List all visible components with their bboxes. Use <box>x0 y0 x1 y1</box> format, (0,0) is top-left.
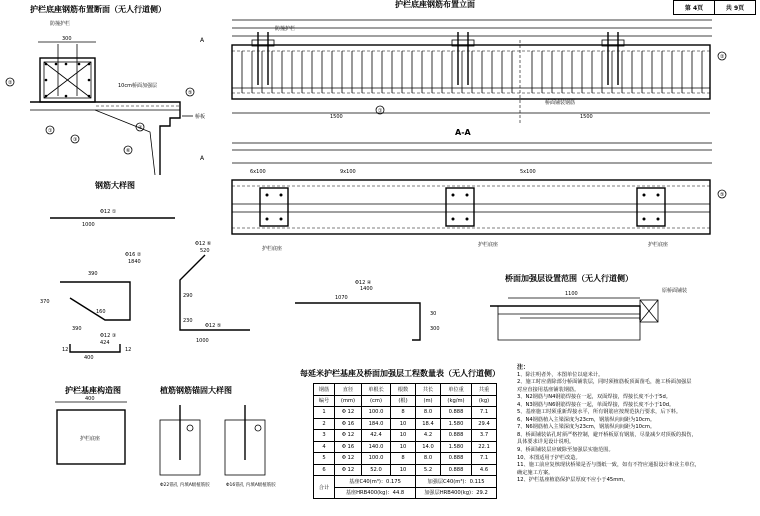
dim-230: 230 <box>183 318 193 324</box>
dim-390a: 390 <box>88 271 98 277</box>
rebar-2-len: 1840 <box>128 259 141 265</box>
note-line: 5、基座施工时须重新焊接水平，所有钢筋应按规范执行要求，后下料。 <box>517 409 682 416</box>
note-line: 3、N2钢筋与N4钢筋焊接在一起，双面焊接，焊接长度不小于5d。 <box>517 394 671 401</box>
page-total: 共 9页 <box>715 1 756 15</box>
label-guardrail: 防撞护栏 <box>50 21 71 27</box>
svg-text:⑤: ⑤ <box>720 192 725 198</box>
label-a-top: A <box>200 37 205 44</box>
note-line: 4、N3钢筋与N6钢筋焊接在一起，单面焊接，焊接长度不小于10d。 <box>517 401 675 408</box>
rebar-3-spec: Φ12 ③ <box>100 333 117 339</box>
note-line: 对应直接用基座铺装钢筋。 <box>517 386 580 393</box>
label-deck-rebar: 桥面铺装钢筋 <box>545 100 576 106</box>
dim-160: 160 <box>96 309 106 315</box>
note-line: 2、施工时应凿除部分桥面铺装层，同时须植筋板顶面凿毛，施工桥面加强层 <box>517 379 692 386</box>
base-inner-label: 护栏底座 <box>80 436 101 442</box>
svg-text:①: ① <box>378 108 383 114</box>
dim-400b: 400 <box>84 355 94 361</box>
elev-dim-1500a: 1500 <box>330 114 343 120</box>
rebar-5-len: 1000 <box>196 338 209 344</box>
base-dim-400: 400 <box>85 396 95 402</box>
note-line: 12、护栏基座植筋保护层厚度不应小于45mm。 <box>517 477 629 484</box>
svg-text:④: ④ <box>138 125 143 131</box>
section-view <box>6 20 205 175</box>
table-header-row: 钢筋 直径 单根长 根数 共长 单位重 共重 <box>314 384 497 396</box>
rebar-6-spec: Φ12 ⑥ <box>195 241 212 247</box>
dim-1070: 1070 <box>335 295 348 301</box>
svg-text:①: ① <box>48 128 53 134</box>
dim-300b: 300 <box>430 326 440 332</box>
elev-dim-1500b: 1500 <box>580 114 593 120</box>
anchor-detail <box>160 405 276 488</box>
note-line: 1、除注明者外，本图单位以毫米计。 <box>517 371 604 378</box>
title-elevation: 护栏底座钢筋布置立面 <box>395 0 475 9</box>
elevation-rebar-ticks <box>242 51 702 93</box>
note-line: 8、桥面铺装钻孔时须严格控制，避开桥板原有钢筋，尽量减少对顶板的损伤， <box>517 431 697 438</box>
table-row: 3 Φ 12 42.4 10 4.2 0.888 3.7 <box>314 430 497 442</box>
base-detail <box>55 396 127 464</box>
rebar-1-spec: Φ12 ① <box>100 209 117 215</box>
table-row: 2 Φ 16 184.0 10 18.4 1.580 29.4 <box>314 418 497 430</box>
label-deck-layer: 10cm桥面加强层 <box>118 83 157 89</box>
page-current: 第 4页 <box>674 1 715 15</box>
svg-text:⑤: ⑤ <box>188 90 193 96</box>
table-row: 4 Φ 16 140.0 10 14.0 1.580 22.1 <box>314 441 497 453</box>
label-elev-guardrail: 防撞护栏 <box>275 26 296 32</box>
rebar-4-spec: Φ12 ④ <box>355 280 372 286</box>
table-row: 5 Φ 12 100.0 8 8.0 0.888 7.1 <box>314 453 497 465</box>
rebar-1-len: 1000 <box>82 222 95 228</box>
aa-base-1: 护栏底座 <box>262 246 283 252</box>
label-a-aa: A <box>200 155 205 162</box>
elevation-view <box>200 20 726 125</box>
rebar-3-len: 424 <box>100 340 110 346</box>
aa-spacing-c: 5x100 <box>520 169 536 175</box>
svg-text:②: ② <box>8 80 13 86</box>
svg-text:③: ③ <box>73 137 78 143</box>
title-aa: A-A <box>455 128 471 137</box>
label-300: 300 <box>62 36 72 42</box>
aa-view <box>200 143 726 252</box>
dim-12b: 12 <box>125 347 132 353</box>
dim-12a: 12 <box>62 347 69 353</box>
note-line: 具体要求详见设计说明。 <box>517 439 575 446</box>
title-deck-layer: 桥面加强层设置范围（无人行道侧） <box>505 274 633 283</box>
note-line: 11、施工前应复核现状桥梁是否与图纸一致，如有不符应通报设计和业主单位， <box>517 462 700 469</box>
rebar-2-spec: Φ16 ② <box>125 252 142 258</box>
note-line: 确定施工方案。 <box>517 469 554 476</box>
label-deck-plate: 桥板 <box>195 114 206 120</box>
title-rebar-detail: 钢筋大样图 <box>95 181 135 190</box>
rebar-5-spec: Φ12 ⑤ <box>205 323 222 329</box>
anchor-1-label: Φ22锚孔 内填A级植筋胶 <box>160 483 210 488</box>
aa-spacing-a: 6x100 <box>250 169 266 175</box>
label-pave: 原桥面铺装 <box>662 288 688 294</box>
table-header-row: 编号 (mm) (cm) (根) (m) (kg/m) (kg) <box>314 395 497 407</box>
elevation-bolts <box>252 32 624 85</box>
table-total-row: 合计 基座C40(m³)：0.175 加强层C40(m³)：0.115 <box>314 476 497 488</box>
table-total-row: 基座HRB400(kg)：44.8 加强层HRB400(kg)：29.2 <box>314 487 497 499</box>
note-line: 7、N6钢筋植入主梁深度为23cm，钢筋纵向间距为10cm。 <box>517 424 656 431</box>
table-row: 6 Φ 12 52.0 10 5.2 0.888 4.6 <box>314 464 497 476</box>
aa-base-2: 护栏底座 <box>478 242 499 248</box>
rebar-4-len: 1400 <box>360 286 373 292</box>
rebar-details <box>40 209 440 361</box>
anchor-2-label: Φ16锚孔 内填A级植筋胶 <box>226 483 276 488</box>
dim-30: 30 <box>430 311 437 317</box>
note-line: 6、N4钢筋植入主梁深度为23cm，钢筋纵向间距为10cm。 <box>517 416 656 423</box>
dim-390b: 390 <box>72 326 82 332</box>
quantity-table <box>313 383 497 499</box>
note-line: 10、本图适用于护栏改造。 <box>517 454 581 461</box>
dim-290: 290 <box>183 293 193 299</box>
note-line: 9、桥面铺装层应破除至加强层实施范围。 <box>517 447 614 454</box>
title-table: 每延米护栏基座及桥面加强层工程数量表（无人行道侧） <box>300 369 500 378</box>
deck-layer-view <box>490 287 687 340</box>
aa-spacing-b: 9x100 <box>340 169 356 175</box>
notes-block <box>517 364 753 485</box>
table-row: 1 Φ 12 100.0 8 8.0 0.888 7.1 <box>314 407 497 419</box>
title-section: 护栏底座钢筋布置断面（无人行道侧） <box>30 5 166 14</box>
rebar-6-len: 520 <box>200 248 210 254</box>
svg-text:⑥: ⑥ <box>126 148 131 154</box>
deck-dim-1100: 1100 <box>565 291 578 297</box>
dim-370: 370 <box>40 299 50 305</box>
title-anchor-detail: 植筋钢筋锚固大样图 <box>160 386 232 395</box>
notes-heading: 注： <box>517 364 530 371</box>
svg-text:②: ② <box>720 54 725 60</box>
title-base-detail: 护栏基座构造图 <box>65 386 121 395</box>
aa-base-3: 护栏底座 <box>648 242 669 248</box>
